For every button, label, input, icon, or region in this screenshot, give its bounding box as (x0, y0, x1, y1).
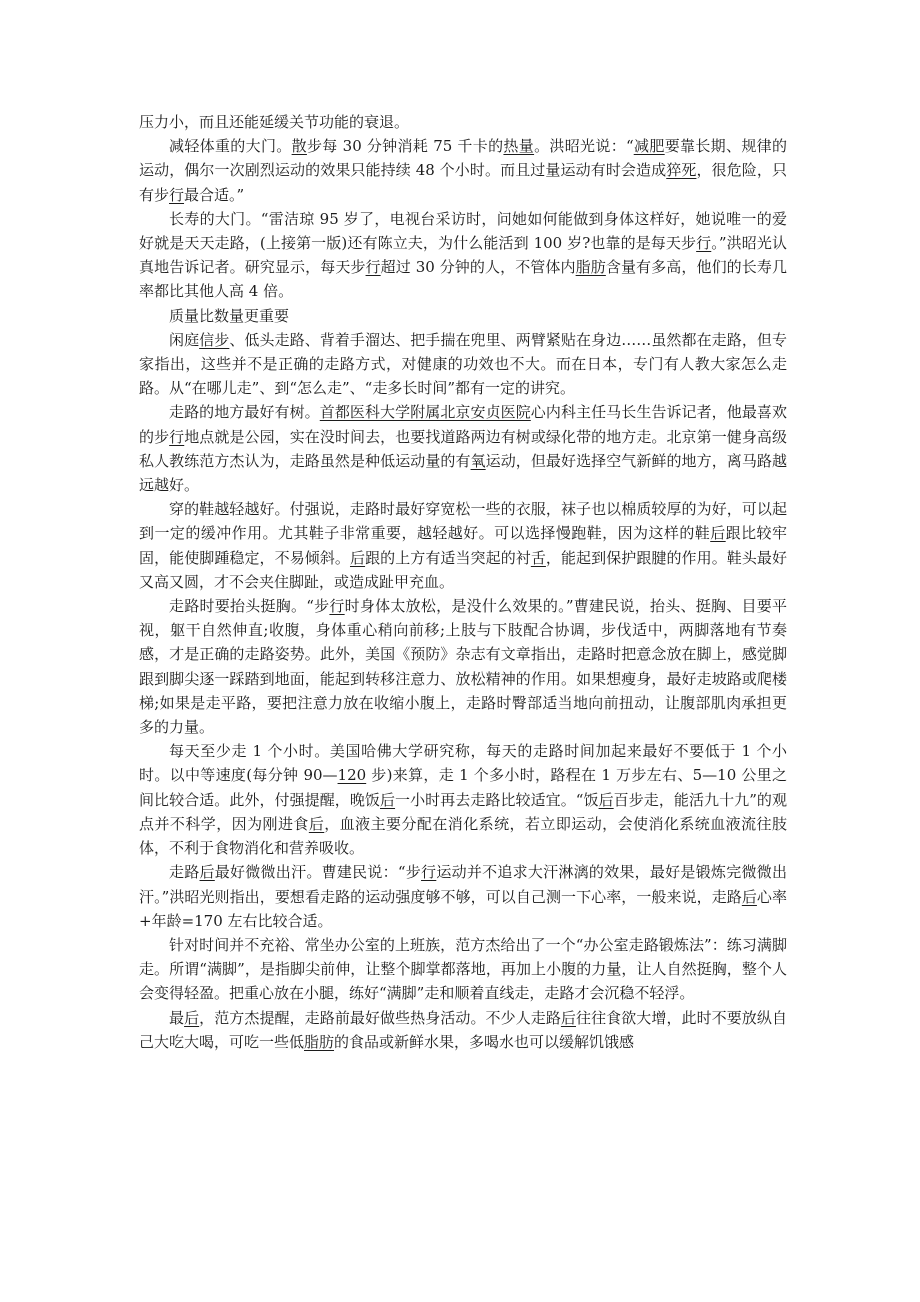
underlined-term: 舌 (530, 548, 546, 567)
underlined-term: 氧 (470, 451, 486, 470)
underlined-term: 信步 (199, 330, 230, 349)
paragraph-text: 针对时间并不充裕、常坐办公室的上班族，范方杰给出了一个“办公室走路锻炼法”：练习满脚走。所谓“满脚”，是指脚尖前伸，让整个脚掌都落地，再加上小腹的力量，让人自然挺胸，整个人会变得轻盈。把重心放在小腿，练好“满脚”走和顺着直线走，走路才会沉稳不轻浮。 (139, 935, 787, 1003)
underlined-term: 行 (329, 597, 345, 616)
paragraph-text: 时身体太放松，是没什么效果的。”曹建民说，抬头、挺胸、目要平视，躯干自然伸直;收腹，身体重心稍向前移;上肢与下肢配合协调，步伐适中，两脚落地有节奏感，才是正确的走路姿势。此外，美国《预防》杂志有文章指出，走路时把意念放在脚上，感觉脚跟到脚尖逐一踩踏到地面，能起到转移注意力、放松精神的作用。如果想瘦身，最好走坡路或爬楼梯;如果是走平路，要把注意力放在收缩小腹上，走路时臀部适当地向前扭动，让腹部肌肉承担更多的力量。 (139, 597, 787, 737)
paragraph-text: 往往食欲大增，此时不要放纵自己大吃大喝，可吃一些低 (139, 1008, 787, 1051)
underlined-term: 行 (365, 258, 381, 277)
paragraph-text: 步每 30 分钟消耗 75 千卡的 (306, 137, 504, 156)
underlined-term: 脂肪 (575, 258, 606, 277)
article-paragraph (139, 739, 787, 860)
underlined-term: 热量 (503, 137, 535, 156)
underlined-term: 后 (184, 1008, 200, 1027)
underlined-term: 后 (598, 790, 614, 809)
paragraph-text: 走路时要抬头挺胸。“步 (169, 597, 330, 616)
paragraph-text: 每天至少走 1 个小时。美国哈佛大学研究称，每天的走路时间加起来最好不要低于 1 个小时。以中等速度(每分钟 90— (139, 742, 787, 785)
paragraph-text: 运动，但最好选择空气新鲜的地方，离马路越远越好。 (139, 451, 787, 495)
article-paragraph (139, 933, 787, 1006)
paragraph-text: 跟比较牢固，能使脚踵稳定，不易倾斜。 (139, 524, 787, 567)
article-paragraph (139, 594, 787, 739)
underlined-term: 后 (308, 814, 325, 833)
paragraph-text: 最 (169, 1008, 185, 1027)
paragraph-text: 的食品或新鲜水果，多喝水也可以缓解饥饿感 (334, 1032, 635, 1051)
article-paragraph (139, 497, 787, 594)
paragraph-text: ，范方杰提醒，走路前最好做些热身活动。不少人走路 (199, 1008, 561, 1027)
article-paragraph (139, 134, 787, 207)
paragraph-text: ，很危险，只有步 (139, 161, 787, 204)
paragraph-text: ，血液主要分配在消化系统，若立即运动，会使消化系统血液流往肢体，不利于食物消化和营养吸收。 (139, 814, 787, 858)
article-paragraph (139, 207, 787, 304)
paragraph-text: 闲庭 (169, 330, 200, 349)
article-paragraph (139, 860, 787, 933)
underlined-term: 脂肪 (304, 1032, 335, 1051)
paragraph-text: 一小时再去走路比较适宜。“饭 (395, 790, 599, 809)
paragraph-text: 要靠长期、规律的运动，偶尔一次剧烈运动的效果只能持续 48 个小时。而且过量运动有时会造成 (139, 137, 787, 180)
underlined-term: 后 (379, 790, 396, 809)
paragraph-text: 运动并不追求大汗淋漓的效果，最好是锻炼完微微出汗。”洪昭光则指出，要想看走路的运动强度够不够，可以自己测一下心率，一般来说，走路 (139, 863, 787, 906)
article-paragraph (139, 328, 787, 401)
underlined-term: 后 (199, 863, 215, 882)
underlined-term: 后 (710, 524, 726, 543)
underlined-term: 行 (421, 863, 437, 882)
paragraph-text: 走路 (169, 863, 200, 882)
underlined-term: 后 (560, 1008, 576, 1027)
underlined-term: 减肥 (633, 137, 665, 156)
paragraph-text: 超过 30 分钟的人，不管体内 (380, 258, 576, 277)
paragraph-text: 。洪昭光说：“ (534, 137, 634, 156)
paragraph-text: 最合适。” (184, 185, 245, 204)
underlined-term: 后 (741, 887, 757, 906)
paragraph-text: 步)来算，走 1 个多小时，路程在 1 万步左右、5—10 公里之间比较合适。此外，付强提醒，晚饭 (139, 766, 787, 809)
paragraph-text: 最好微微出汗。曹建民说：“步 (214, 863, 422, 882)
underlined-term: 行 (169, 427, 185, 446)
underlined-term: 行 (696, 234, 712, 253)
paragraph-text: 心率+年龄=170 左右比较合适。 (139, 887, 787, 930)
paragraph-text: 压力小，而且还能延缓关节功能的衰退。 (139, 113, 410, 131)
article-body (139, 110, 787, 1054)
article-paragraph (139, 304, 787, 328)
paragraph-text: 穿的鞋越轻越好。付强说，走路时最好穿宽松一些的衣服，袜子也以棉质较厚的为好，可以起到一定的缓冲作用。尤其鞋子非常重要，越轻越好。可以选择慢跑鞋，因为这样的鞋 (139, 500, 787, 543)
paragraph-text: 心内科主任马长生告诉记者，他最喜欢的步 (139, 403, 787, 446)
paragraph-text: 、低头走路、背着手溜达、把手揣在兜里、两臂紧贴在身边……虽然都在走路，但专家指出，这些并不是正确的走路方式，对健康的功效也不大。而在日本，专门有人教大家怎么走路。从“在哪儿走”、到“怎么走”、“走多长时间”都有一定的讲究。 (139, 330, 787, 398)
paragraph-text: 质量比数量更重要 (169, 306, 290, 325)
paragraph-text: 走路的地方最好有树。 (169, 403, 320, 422)
paragraph-text: 跟的上方有适当突起的衬 (365, 548, 531, 567)
paragraph-text: 长寿的大门。“雷洁琼 95 岁了，电视台采访时，问她如何能做到身体这样好，她说唯一的爱好就是天天走路，(上接第一版)还有陈立夫，为什么能活到 100 岁?也靠的是每天步 (139, 209, 787, 253)
underlined-term: 散 (291, 137, 307, 156)
paragraph-text: 地点就是公园，实在没时间去，也要找道路两边有树或绿化带的地方走。北京第一健身高级私人教练范方杰认为，走路虽然是种低运动量的有 (139, 427, 787, 470)
underlined-term: 120 (337, 766, 367, 785)
paragraph-text: 。”洪昭光认真地告诉记者。研究显示，每天步 (139, 234, 787, 277)
article-paragraph (139, 400, 787, 497)
underlined-term: 猝死 (666, 161, 697, 180)
paragraph-text: 含量有多高，他们的长寿几率都比其他人高 4 倍。 (139, 258, 787, 301)
underlined-term: 行 (169, 185, 185, 204)
underlined-term: 后 (349, 548, 366, 567)
paragraph-text: 减轻体重的大门。 (169, 137, 292, 156)
article-paragraph (139, 1006, 787, 1054)
underlined-term: 首都医科大学附属北京安贞医院 (319, 403, 531, 422)
paragraph-text: ，能起到保护跟腱的作用。鞋头最好又高又圆，才不会夹住脚趾，或造成趾甲充血。 (139, 548, 787, 591)
article-paragraph (139, 110, 787, 134)
paragraph-text: 百步走，能活九十九”的观点并不科学，因为刚进食 (139, 790, 787, 833)
